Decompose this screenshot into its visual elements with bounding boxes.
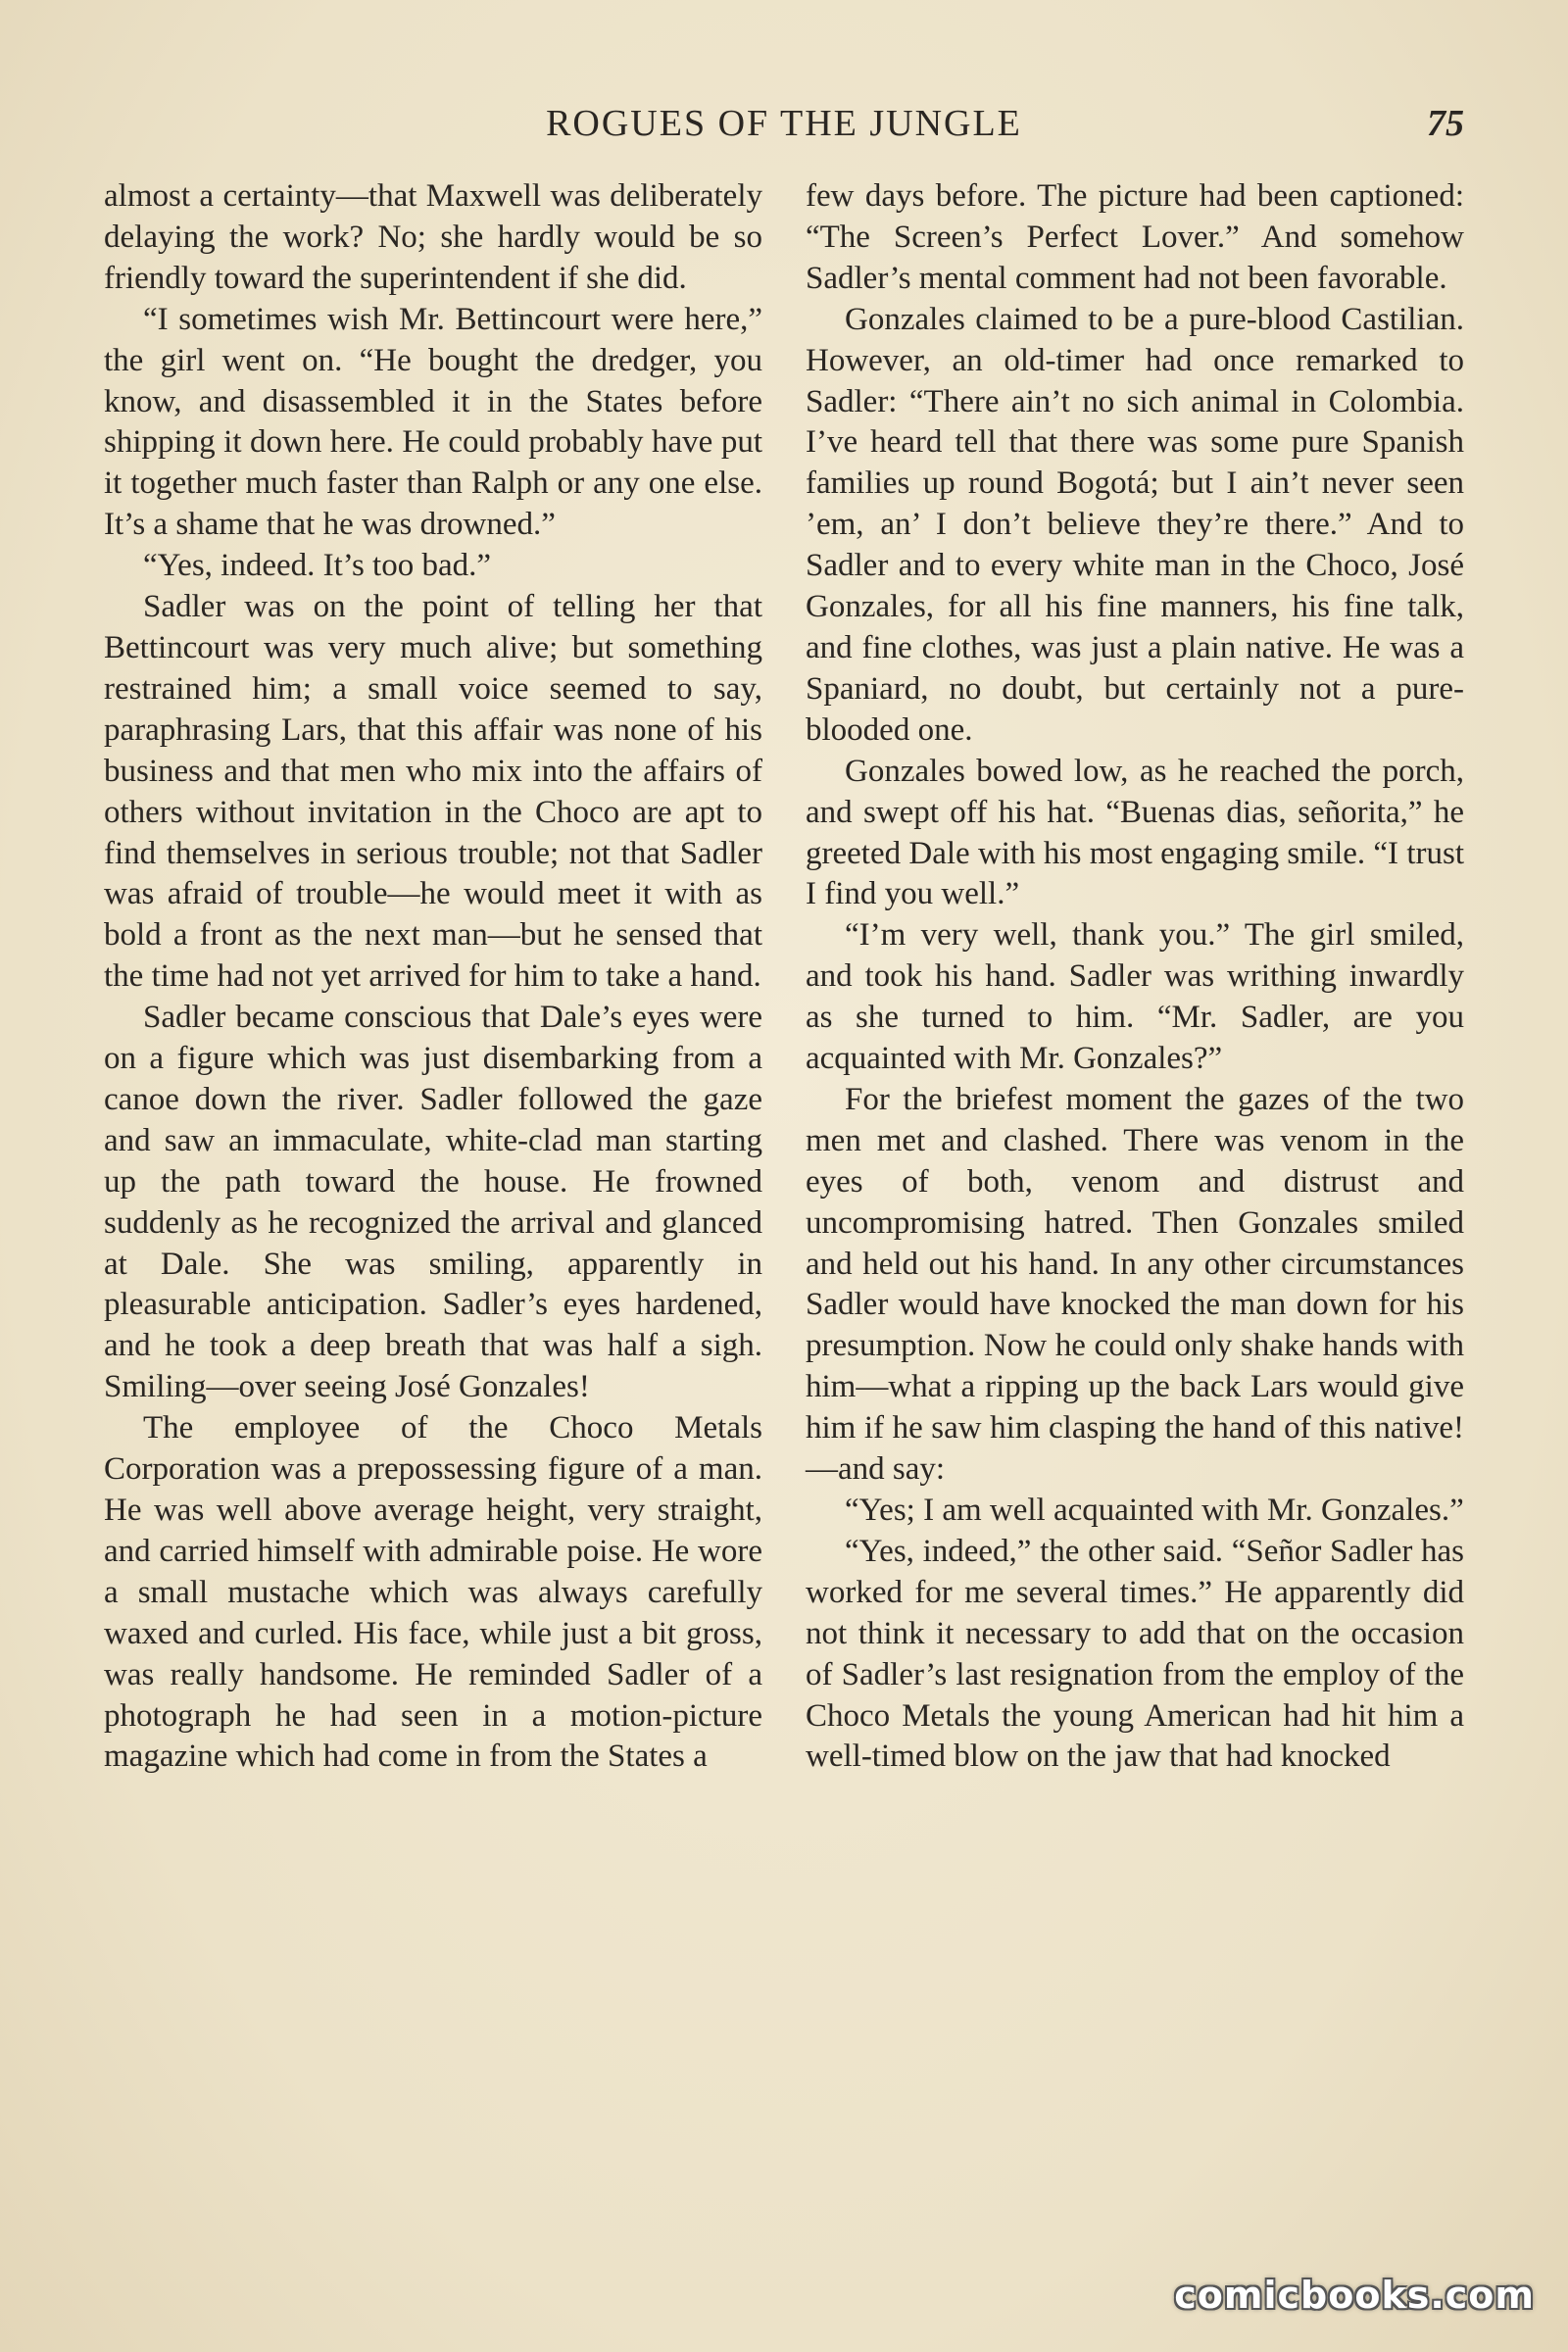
paragraph: Sadler was on the point of telling her that Bettincourt was very much alive; but something restrained him; a small voice seemed to say, paraphrasing Lars, that this affair was none of his business and that men who mix into the affairs of others without invitation in the Choco are apt to find themselves in serious trouble; not that Sadler was afraid of trouble—he would meet it with as bold a front as the next man—but he sensed that the time had not yet arrived for him to take a hand. (104, 589, 762, 995)
paragraph: “Yes; I am well acquainted with Mr. Gonzales.” (845, 1493, 1464, 1528)
page-number: 75 (1427, 103, 1464, 144)
paragraph: few days before. The picture had been captioned: “The Screen’s Perfect Lover.” And somehow Sadler’s mental comment had not been favorable. (806, 178, 1464, 296)
paragraph: Gonzales bowed low, as he reached the porch, and swept off his hat. “Buenas dias, señorita,” he greeted Dale with his most engaging smile. “I trust I find you well.” (806, 753, 1464, 912)
paragraph: almost a certainty—that Maxwell was deliberately delaying the work? No; she hardly would be so friendly toward the superintendent if she did. (104, 178, 762, 296)
paragraph: Gonzales claimed to be a pure-blood Castilian. However, an old-timer had once remarked to Sadler: “There ain’t no sich animal in Colombia. I’ve heard tell that there was some pure Spanish families up round Bogotá; but I ain’t never seen ’em, an’ I don’t believe they’re there.” And to Sadler and to every white man in the Choco, José Gonzales, for all his fine manners, his fine talk, and fine clothes, was just a plain native. He was a Spaniard, no doubt, but certainly not a pure-blooded one. (806, 301, 1464, 748)
paragraph: “Yes, indeed,” the other said. “Señor Sadler has worked for me several times.” He apparently did not think it necessary to add that on the occasion of Sadler’s last resignation from the employ of the Choco Metals the young American had hit him a well-timed blow on the jaw that had knocked (806, 1533, 1464, 1775)
left-column (104, 176, 762, 2225)
paragraph: “I sometimes wish Mr. Bettincourt were here,” the girl went on. “He bought the dredger, you know, and disassembled it in the States before shipping it down here. He could probably have put it together much faster than Ralph or any one else. It’s a shame that he was drowned.” (104, 301, 762, 543)
text-columns (104, 176, 1464, 2225)
paragraph: The employee of the Choco Metals Corporation was a prepossessing figure of a man. He was well above average height, very straight, and carried himself with admirable poise. He wore a small mustache which was always carefully waxed and curled. His face, while just a bit gross, was really handsome. He reminded Sadler of a photograph he had seen in a motion-picture magazine which had come in from the States a (104, 1410, 762, 1775)
running-title: ROGUES OF THE JUNGLE (546, 103, 1022, 144)
running-header (104, 98, 1464, 149)
watermark-logo: comicbooks.com (1174, 2274, 1535, 2317)
paragraph: “Yes, indeed. It’s too bad.” (143, 548, 492, 584)
paragraph: For the briefest moment the gazes of the two men met and clashed. There was venom in the eyes of both, venom and distrust and uncompromising hatred. Then Gonzales smiled and held out his hand. In any other circumstances Sadler would have knocked the man down for his presumption. Now he could only shake hands with him—what a ripping up the back Lars would give him if he saw him clasping the hand of this native!—and say: (806, 1081, 1464, 1488)
paragraph: “I’m very well, thank you.” The girl smiled, and took his hand. Sadler was writhing inwardly as she turned to him. “Mr. Sadler, are you acquainted with Mr. Gonzales?” (806, 917, 1464, 1077)
paragraph: Sadler became conscious that Dale’s eyes were on a figure which was just disembarking from a canoe down the river. Sadler followed the gaze and saw an immaculate, white-clad man starting up the path toward the house. He frowned suddenly as he recognized the arrival and glanced at Dale. She was smiling, apparently in pleasurable anticipation. Sadler’s eyes hardened, and he took a deep breath that was half a sigh. Smiling—over seeing José Gonzales! (104, 1000, 762, 1405)
right-column (806, 176, 1464, 2225)
